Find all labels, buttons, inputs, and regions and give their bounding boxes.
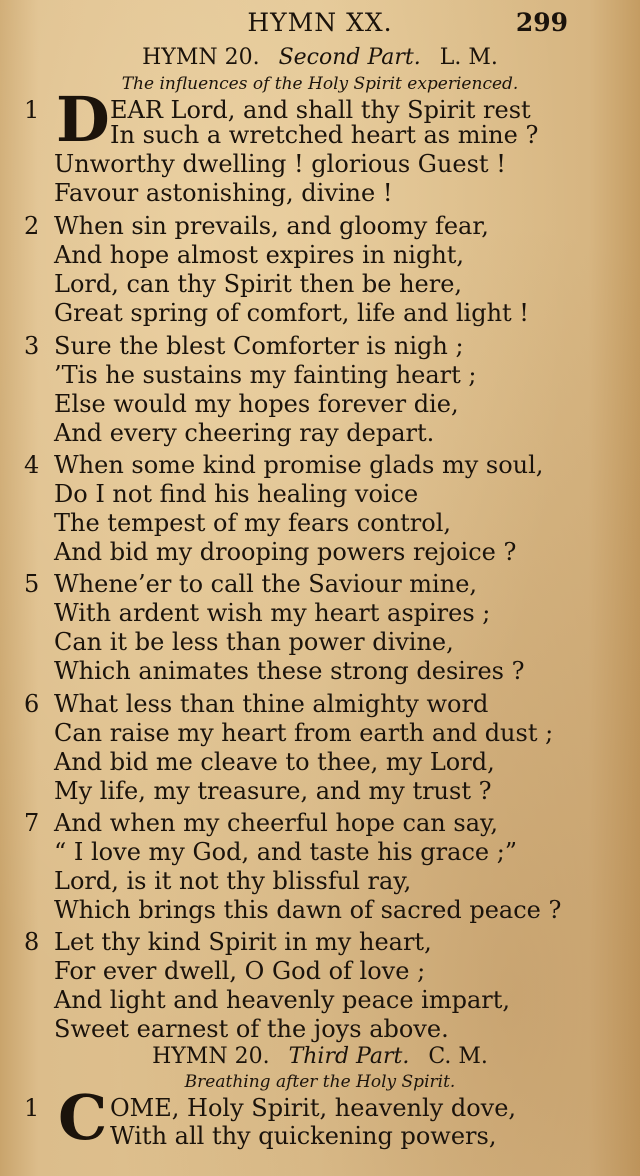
- stanza-line: What less than thine almighty word: [54, 690, 489, 718]
- hymn-subtitle: The influences of the Holy Spirit experienced.: [121, 74, 519, 94]
- hymn-part: Third Part.: [288, 1044, 410, 1069]
- stanza-line: Else would my hopes forever die,: [54, 390, 459, 418]
- stanza-line: Lord, can thy Spirit then be here,: [54, 270, 463, 298]
- stanza-line: The tempest of my fears control,: [54, 509, 451, 537]
- stanza-line: My life, my treasure, and my trust ?: [54, 777, 492, 805]
- hymn-meter: L. M.: [439, 45, 498, 70]
- stanza-line: In such a wretched heart as mine ?: [110, 121, 539, 149]
- hymn-number: HYMN 20.: [152, 1044, 270, 1069]
- page-number: 299: [515, 8, 568, 37]
- stanza-line: And bid me cleave to thee, my Lord,: [54, 748, 495, 776]
- stanza-line: ’Tis he sustains my fainting heart ;: [54, 361, 477, 389]
- stanza-line: Can raise my heart from earth and dust ;: [54, 719, 554, 747]
- hymn-number: HYMN 20.: [142, 45, 260, 70]
- stanza-line: When some kind promise glads my soul,: [54, 451, 544, 479]
- verse-number: 1: [24, 1094, 40, 1122]
- stanza-line: And when my cheerful hope can say,: [54, 809, 498, 837]
- stanza-line: OME, Holy Spirit, heavenly dove,: [110, 1094, 517, 1122]
- stanza-line: Can it be less than power divine,: [54, 628, 454, 656]
- running-title: HYMN XX.: [247, 8, 393, 37]
- hymn-part: Second Part.: [278, 45, 421, 70]
- stanza-line: With all thy quickening powers,: [110, 1122, 497, 1150]
- stanza-line: And hope almost expires in night,: [54, 241, 465, 269]
- running-head: [0, 6, 640, 42]
- drop-cap: D: [56, 83, 110, 156]
- stanza-line: Sweet earnest of the joys above.: [54, 1015, 449, 1043]
- stanza-line: Favour astonishing, divine !: [54, 179, 393, 207]
- stanza-line: “ I love my God, and taste his grace ;”: [54, 838, 518, 866]
- verse-number: 6: [24, 690, 40, 718]
- verse-number: 5: [24, 570, 40, 598]
- stanza-line: For ever dwell, O God of love ;: [54, 957, 426, 985]
- drop-cap: C: [58, 1081, 108, 1154]
- hymn-subtitle: Breathing after the Holy Spirit.: [184, 1072, 456, 1092]
- stanza-line: Whene’er to call the Saviour mine,: [54, 570, 478, 598]
- hymn-heading-third-part: [0, 1044, 640, 1069]
- stanza-line: Great spring of comfort, life and light !: [54, 299, 529, 327]
- verse-number: 8: [24, 928, 40, 956]
- stanza-line: Which brings this dawn of sacred peace ?: [54, 896, 562, 924]
- verse-number: 4: [24, 451, 40, 479]
- stanza-line: And light and heavenly peace impart,: [54, 986, 511, 1014]
- stanza-line: Unworthy dwelling ! glorious Guest !: [54, 150, 506, 178]
- hymn-heading-second-part: [0, 45, 640, 70]
- stanza-line: Do I not find his healing voice: [54, 480, 419, 508]
- verse-number: 3: [24, 332, 40, 360]
- verse-number: 1: [24, 96, 40, 124]
- stanza-line: And every cheering ray depart.: [54, 419, 435, 447]
- stanza-line: And bid my drooping powers rejoice ?: [54, 538, 517, 566]
- stanza-line: Which animates these strong desires ?: [54, 657, 525, 685]
- stanza-line: Sure the blest Comforter is nigh ;: [54, 332, 464, 360]
- verse-number: 2: [24, 212, 40, 240]
- stanza-line: Let thy kind Spirit in my heart,: [54, 928, 432, 956]
- hymn-meter: C. M.: [428, 1044, 488, 1069]
- stanza-line: Lord, is it not thy blissful ray,: [54, 867, 412, 895]
- verse-number: 7: [24, 809, 40, 837]
- stanza-line: When sin prevails, and gloomy fear,: [54, 212, 489, 240]
- stanza-line: With ardent wish my heart aspires ;: [54, 599, 491, 627]
- stanza-line: EAR Lord, and shall thy Spirit rest: [110, 96, 531, 124]
